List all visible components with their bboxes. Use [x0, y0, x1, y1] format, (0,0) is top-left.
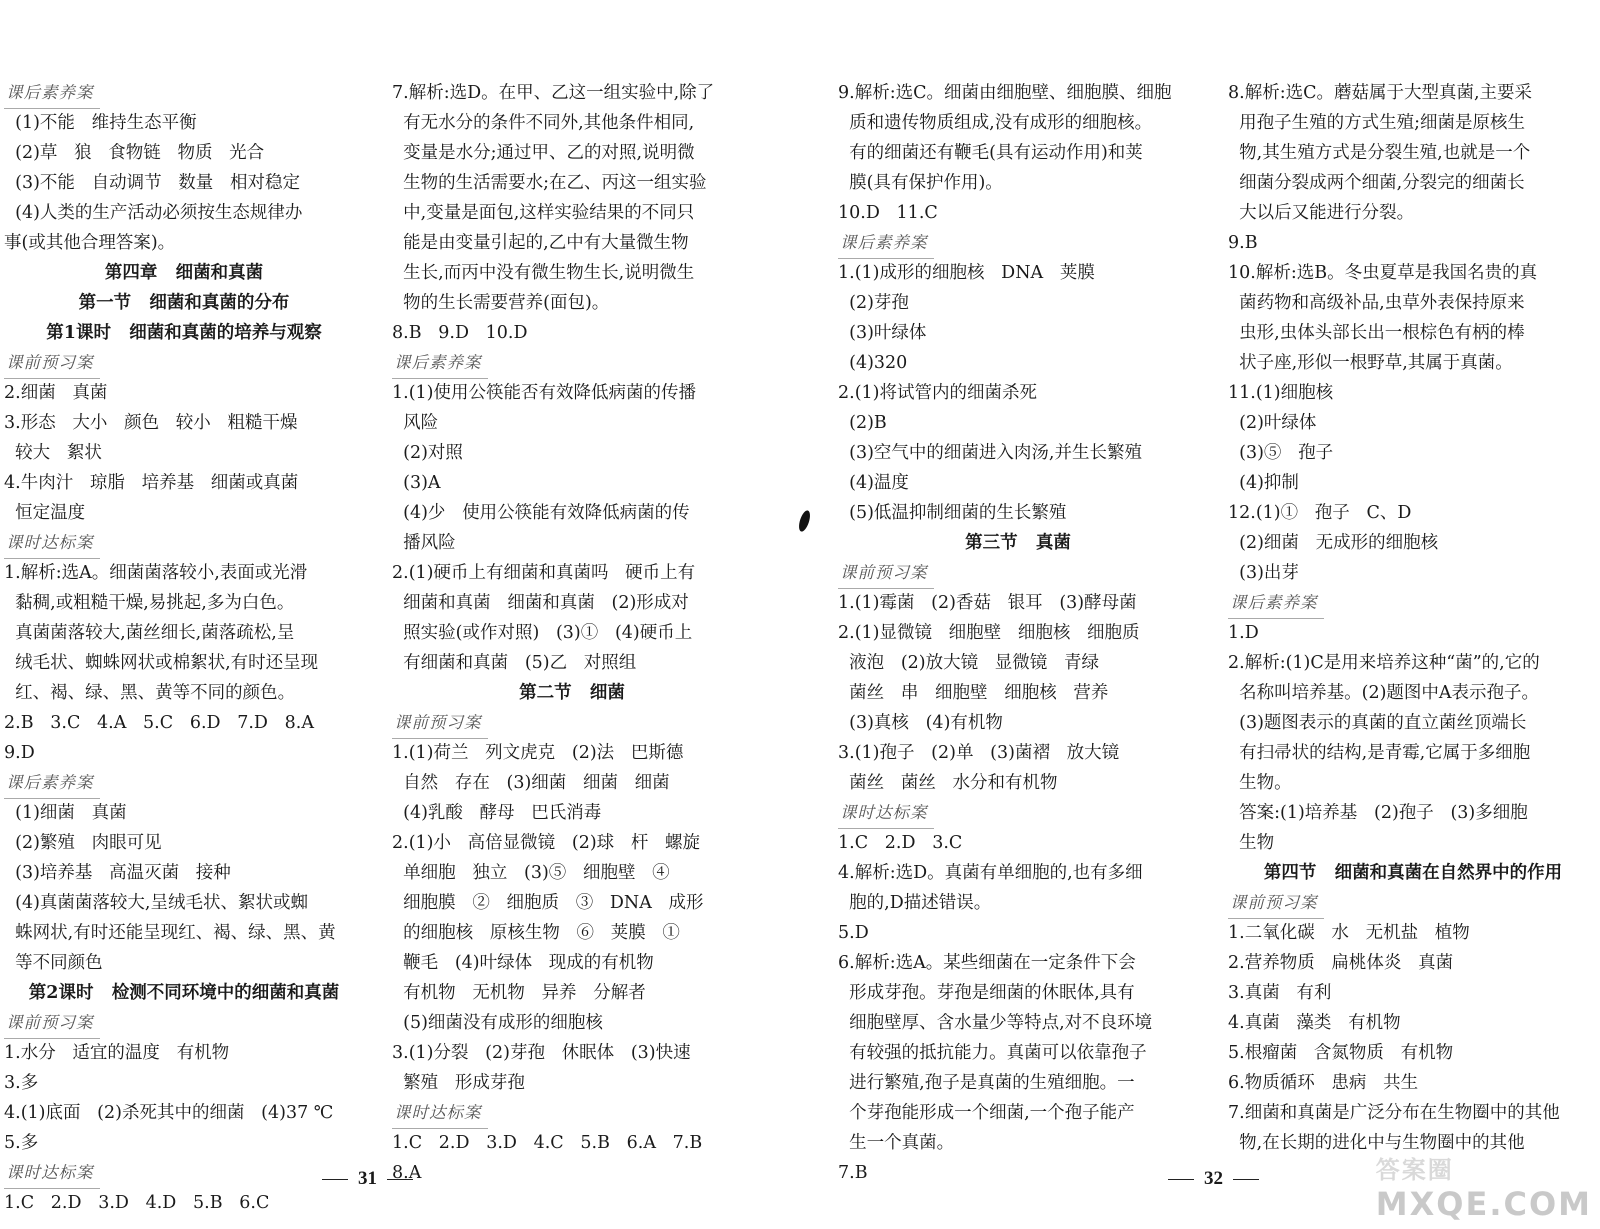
text-line: (3)A [392, 473, 441, 493]
text-line: 事(或其他合理答案)。 [4, 233, 176, 253]
text-line: 2.细菌 真菌 [4, 383, 108, 403]
section-label: 课后素养案 [838, 228, 934, 259]
text-line: 1.C 2.D 3.D 4.D 5.B 6.C [4, 1193, 270, 1213]
text-line: 细胞壁厚、含水量少等特点,对不良环境 [838, 1013, 1153, 1033]
text-line: 2.解析:(1)C是用来培养这种“菌”的,它的 [1228, 653, 1540, 673]
text-line: 虫形,虫体头部长出一根棕色有柄的棒 [1228, 323, 1525, 343]
text-line: 4.牛肉汁 琼脂 培养基 细菌或真菌 [4, 473, 299, 493]
text-line: (2)草 狼 食物链 物质 光合 [4, 143, 265, 163]
text-line: 2.(1)小 高倍显微镜 (2)球 杆 螺旋 [392, 833, 701, 853]
column-1 [4, 78, 364, 1218]
section-label-row [4, 1158, 364, 1188]
text-line: (4)320 [838, 353, 908, 373]
text-line: 7.细菌和真菌是广泛分布在生物圈中的其他 [1228, 1103, 1560, 1123]
text-line: 5.多 [4, 1133, 39, 1153]
text-line: 1.解析:选A。细菌菌落较小,表面或光滑 [4, 563, 308, 583]
text-line: 2.B 3.C 4.A 5.C 6.D 7.D 8.A [4, 713, 314, 733]
text-line: 中,变量是面包,这样实验结果的不同只 [392, 203, 695, 223]
text-line: (4)人类的生产活动必须按生态规律办 [4, 203, 303, 223]
section-heading: 第三节 真菌 [965, 533, 1071, 553]
text-line: 大以后又能进行分裂。 [1228, 203, 1415, 223]
text-line: 1.C 2.D 3.D 4.C 5.B 6.A 7.B [392, 1133, 703, 1153]
text-line: 绒毛状、蜘蛛网状或棉絮状,有时还呈现 [4, 653, 319, 673]
text-line: 2.(1)将试管内的细菌杀死 [838, 383, 1037, 403]
watermark-logo: 答案圈 MXQE.COM [1375, 1156, 1592, 1223]
page-number-right: 32 [1158, 1168, 1269, 1190]
text-line: 1.(1)使用公筷能否有效降低病菌的传播 [392, 383, 696, 403]
ink-mark [797, 509, 812, 533]
section-heading: 第一节 细菌和真菌的分布 [78, 293, 290, 313]
text-line: (4)温度 [838, 473, 909, 493]
text-line: 2.(1)硬币上有细菌和真菌吗 硬币上有 [392, 563, 696, 583]
text-line: 2.营养物质 扁桃体炎 真菌 [1228, 953, 1454, 973]
text-line: 8.解析:选C。蘑菇属于大型真菌,主要采 [1228, 83, 1533, 103]
text-line: 3.形态 大小 颜色 较小 粗糙干燥 [4, 413, 298, 433]
section-label-row [4, 348, 364, 378]
text-line: (2)繁殖 肉眼可见 [4, 833, 162, 853]
text-line: 名称叫培养基。(2)题图中A表示孢子。 [1228, 683, 1540, 703]
text-line: 较大 絮状 [4, 443, 102, 463]
text-line: 3.多 [4, 1073, 39, 1093]
text-line: 播风险 [392, 533, 456, 553]
section-label: 课后素养案 [4, 768, 100, 799]
text-line: 恒定温度 [4, 503, 86, 523]
text-line: 物的生长需要营养(面包)。 [392, 293, 610, 313]
text-line: 物,其生殖方式是分裂生殖,也就是一个 [1228, 143, 1531, 163]
section-label-row [4, 1008, 364, 1038]
text-line: 照实验(或作对照) (3)① (4)硬币上 [392, 623, 693, 643]
text-line: 6.物质循环 患病 共生 [1228, 1073, 1419, 1093]
text-line: 1.水分 适宜的温度 有机物 [4, 1043, 230, 1063]
text-line: 液泡 (2)放大镜 显微镜 青绿 [838, 653, 1099, 673]
text-line: 红、褐、绿、黑、黄等不同的颜色。 [4, 683, 296, 703]
text-line: 真菌菌落较大,菌丝细长,菌落疏松,呈 [4, 623, 295, 643]
text-line: 鞭毛 (4)叶绿体 现成的有机物 [392, 953, 654, 973]
text-line: 生物。 [1228, 773, 1292, 793]
text-line: (2)B [838, 413, 887, 433]
section-label: 课后素养案 [392, 348, 488, 379]
text-line: (3)出芽 [1228, 563, 1299, 583]
section-label-row [4, 528, 364, 558]
section-label-row [392, 348, 752, 378]
text-line: 有机物 无机物 异养 分解者 [392, 983, 646, 1003]
text-line: 风险 [392, 413, 439, 433]
text-line: 6.解析:选A。某些细菌在一定条件下会 [838, 953, 1136, 973]
text-line: 7.B [838, 1163, 868, 1183]
text-line: 7.解析:选D。在甲、乙这一组实验中,除了 [392, 83, 715, 103]
section-label-row [838, 228, 1198, 258]
text-line: 10.D 11.C [838, 203, 938, 223]
text-line: 的细胞核 原核生物 ⑥ 荚膜 ① [392, 923, 680, 943]
section-heading: 第四节 细菌和真菌在自然界中的作用 [1263, 863, 1563, 883]
section-label: 课后素养案 [4, 78, 100, 109]
text-line: (3)题图表示的真菌的直立菌丝顶端长 [1228, 713, 1527, 733]
text-line: 等不同颜色 [4, 953, 103, 973]
text-line: 4.(1)底面 (2)杀死其中的细菌 (4)37 ℃ [4, 1103, 334, 1123]
text-line: (2)芽孢 [838, 293, 909, 313]
text-line: 膜(具有保护作用)。 [838, 173, 1003, 193]
text-line: 个芽孢能形成一个细菌,一个孢子能产 [838, 1103, 1135, 1123]
text-line: 单细胞 独立 (3)⑤ 细胞壁 ④ [392, 863, 670, 883]
text-line: 5.D [838, 923, 869, 943]
text-line: 进行繁殖,孢子是真菌的生殖细胞。一 [838, 1073, 1135, 1093]
text-line: 菌药物和高级补品,虫草外表保持原来 [1228, 293, 1525, 313]
text-line: (2)叶绿体 [1228, 413, 1317, 433]
section-label: 课时达标案 [4, 1158, 100, 1189]
text-line: 有扫帚状的结构,是青霉,它属于多细胞 [1228, 743, 1531, 763]
text-line: 黏稠,或粗糙干燥,易挑起,多为白色。 [4, 593, 295, 613]
text-line: (3)不能 自动调节 数量 相对稳定 [4, 173, 300, 193]
text-line: (3)⑤ 孢子 [1228, 443, 1334, 463]
text-line: 11.(1)细胞核 [1228, 383, 1334, 403]
text-line: 自然 存在 (3)细菌 细菌 细菌 [392, 773, 670, 793]
text-line: 用孢子生殖的方式生殖;细菌是原核生 [1228, 113, 1526, 133]
text-line: 4.解析:选D。真菌有单细胞的,也有多细 [838, 863, 1143, 883]
text-line: 1.二氧化碳 水 无机盐 植物 [1228, 923, 1470, 943]
text-line: (3)叶绿体 [838, 323, 927, 343]
text-line: 3.真菌 有利 [1228, 983, 1332, 1003]
column-2 [392, 78, 752, 1188]
text-line: 细菌和真菌 细菌和真菌 (2)形成对 [392, 593, 689, 613]
section-label-row [838, 558, 1198, 588]
section-label: 课前预习案 [4, 1008, 100, 1039]
text-line: 1.(1)成形的细胞核 DNA 荚膜 [838, 263, 1095, 283]
text-line: 有细菌和真菌 (5)乙 对照组 [392, 653, 637, 673]
page-number-left: 31 [312, 1168, 423, 1190]
text-line: 变量是水分;通过甲、乙的对照,说明微 [392, 143, 695, 163]
section-label: 课时达标案 [392, 1098, 488, 1129]
text-line: 答案:(1)培养基 (2)孢子 (3)多细胞 [1228, 803, 1528, 823]
text-line: (5)细菌没有成形的细胞核 [392, 1013, 603, 1033]
section-label: 课前预习案 [392, 708, 488, 739]
text-line: (2)细菌 无成形的细胞核 [1228, 533, 1439, 553]
text-line: 有的细菌还有鞭毛(具有运动作用)和荚 [838, 143, 1143, 163]
column-3 [838, 78, 1198, 1188]
text-line: 质和遗传物质组成,没有成形的细胞核。 [838, 113, 1153, 133]
text-line: 能是由变量引起的,乙中有大量微生物 [392, 233, 689, 253]
section-label-row [1228, 888, 1598, 918]
text-line: 3.(1)孢子 (2)单 (3)菌褶 放大镜 [838, 743, 1120, 763]
column-4 [1228, 78, 1598, 1158]
text-line: 1.(1)霉菌 (2)香菇 银耳 (3)酵母菌 [838, 593, 1137, 613]
text-line: 9.解析:选C。细菌由细胞壁、细胞膜、细胞 [838, 83, 1172, 103]
text-line: 细胞膜 ② 细胞质 ③ DNA 成形 [392, 893, 704, 913]
text-line: 10.解析:选B。冬虫夏草是我国名贵的真 [1228, 263, 1538, 283]
text-line: 1.D [1228, 623, 1259, 643]
section-label-row [838, 798, 1198, 828]
section-heading: 第1课时 细菌和真菌的培养与观察 [46, 323, 322, 343]
text-line: (4)真菌菌落较大,呈绒毛状、絮状或蜘 [4, 893, 308, 913]
text-line: 状子座,形似一根野草,其属于真菌。 [1228, 353, 1513, 373]
section-label-row [1228, 588, 1598, 618]
section-label: 课后素养案 [1228, 588, 1324, 619]
section-label-row [4, 78, 364, 108]
section-label-row [392, 708, 752, 738]
text-line: (3)真核 (4)有机物 [838, 713, 1003, 733]
section-heading: 第二节 细菌 [519, 683, 625, 703]
text-line: 细菌分裂成两个细菌,分裂完的细菌长 [1228, 173, 1525, 193]
text-line: 生长,而丙中没有微生物生长,说明微生 [392, 263, 695, 283]
text-line: (4)抑制 [1228, 473, 1299, 493]
section-heading: 第四章 细菌和真菌 [104, 263, 264, 283]
text-line: 2.(1)显微镜 细胞壁 细胞核 细胞质 [838, 623, 1140, 643]
text-line: (1)细菌 真菌 [4, 803, 127, 823]
text-line: 1.(1)荷兰 列文虎克 (2)法 巴斯德 [392, 743, 684, 763]
section-label: 课时达标案 [838, 798, 934, 829]
text-line: (3)空气中的细菌进入肉汤,并生长繁殖 [838, 443, 1142, 463]
text-line: 有无水分的条件不同外,其他条件相同, [392, 113, 695, 133]
text-line: (5)低温抑制细菌的生长繁殖 [838, 503, 1067, 523]
text-line: 8.B 9.D 10.D [392, 323, 528, 343]
section-label: 课时达标案 [4, 528, 100, 559]
text-line: 8.A [392, 1163, 422, 1183]
text-line: 9.D [4, 743, 35, 763]
text-line: (3)培养基 高温灭菌 接种 [4, 863, 231, 883]
text-line: 物,在长期的进化中与生物圈中的其他 [1228, 1133, 1525, 1153]
text-line: 5.根瘤菌 含氮物质 有机物 [1228, 1043, 1454, 1063]
text-line: (1)不能 维持生态平衡 [4, 113, 197, 133]
text-line: 9.B [1228, 233, 1258, 253]
text-line: 生一个真菌。 [838, 1133, 955, 1153]
text-line: 胞的,D描述错误。 [838, 893, 992, 913]
section-label: 课前预习案 [838, 558, 934, 589]
text-line: 生物 [1228, 833, 1275, 853]
section-heading: 第2课时 检测不同环境中的细菌和真菌 [28, 983, 340, 1003]
text-line: 4.真菌 藻类 有机物 [1228, 1013, 1401, 1033]
text-line: 12.(1)① 孢子 C、D [1228, 503, 1412, 523]
text-line: 3.(1)分裂 (2)芽孢 休眠体 (3)快速 [392, 1043, 691, 1063]
section-label: 课前预习案 [4, 348, 100, 379]
text-line: 生物的生活需要水;在乙、丙这一组实验 [392, 173, 707, 193]
text-line: 蛛网状,有时还能呈现红、褐、绿、黑、黄 [4, 923, 336, 943]
text-line: (4)少 使用公筷能有效降低病菌的传 [392, 503, 690, 523]
text-line: 形成芽孢。芽孢是细菌的休眠体,具有 [838, 983, 1135, 1003]
text-line: 有较强的抵抗能力。真菌可以依靠孢子 [838, 1043, 1147, 1063]
text-line: 菌丝 菌丝 水分和有机物 [838, 773, 1058, 793]
text-line: 繁殖 形成芽孢 [392, 1073, 525, 1093]
text-line: (4)乳酸 酵母 巴氏消毒 [392, 803, 602, 823]
text-line: 菌丝 串 细胞壁 细胞核 营养 [838, 683, 1109, 703]
section-label-row [4, 768, 364, 798]
text-line: 1.C 2.D 3.C [838, 833, 963, 853]
section-label-row [392, 1098, 752, 1128]
section-label: 课前预习案 [1228, 888, 1324, 919]
text-line: (2)对照 [392, 443, 463, 463]
